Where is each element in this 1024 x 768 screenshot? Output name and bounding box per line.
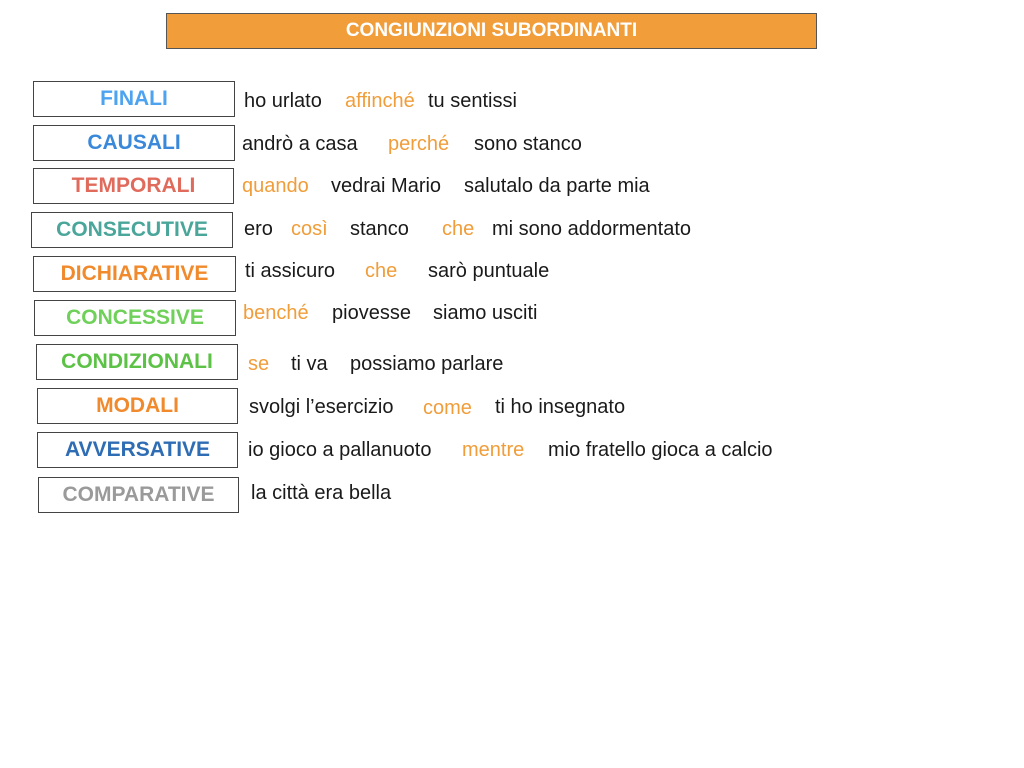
sentence-part: ho urlato [244,90,322,112]
conjunction-word: mentre [462,439,525,461]
conjunction-word: che [442,218,475,240]
label-avversative: AVVERSATIVE [37,432,238,468]
sentence-part: possiamo parlare [350,353,504,375]
page-title: CONGIUNZIONI SUBORDINANTI [166,13,817,49]
sentence-part: salutalo da parte mia [464,175,650,197]
sentence-part: sono stanco [474,133,582,155]
label-modali: MODALI [37,388,238,424]
sentence-part: ti va [291,353,328,375]
conjunction-word: perché [388,133,450,155]
label-temporali: TEMPORALI [33,168,234,204]
conjunction-word: che [365,260,398,282]
conjunction-word: come [423,397,472,419]
sentence-part: io gioco a pallanuoto [248,439,432,461]
sentence-part: ti ho insegnato [495,396,626,418]
label-finali: FINALI [33,81,235,117]
sentence-part: la città era bella [251,482,392,504]
sentence-part: stanco [350,218,409,240]
sentence-part: svolgi l’esercizio [249,396,394,418]
sentence-part: andrò a casa [242,133,358,155]
label-dichiarative: DICHIARATIVE [33,256,236,292]
sentence-part: piovesse [332,302,411,324]
sentence-part: tu sentissi [428,90,517,112]
sentence-part: ero [244,218,273,240]
sentence-part: mio fratello gioca a calcio [548,439,773,461]
conjunction-word: quando [242,175,309,197]
sentence-part: siamo usciti [433,302,538,324]
label-causali: CAUSALI [33,125,235,161]
label-concessive: CONCESSIVE [34,300,236,336]
sentence-part: vedrai Mario [331,175,442,197]
sentence-part: mi sono addormentato [492,218,692,240]
label-condizionali: CONDIZIONALI [36,344,238,380]
conjunction-word: così [291,218,328,240]
label-comparative: COMPARATIVE [38,477,239,513]
conjunction-word: affinché [345,90,415,112]
label-consecutive: CONSECUTIVE [31,212,233,248]
conjunction-word: benché [243,302,309,324]
sentence-part: ti assicuro [245,260,336,282]
conjunction-word: se [248,353,270,375]
sentence-part: sarò puntuale [428,260,550,282]
